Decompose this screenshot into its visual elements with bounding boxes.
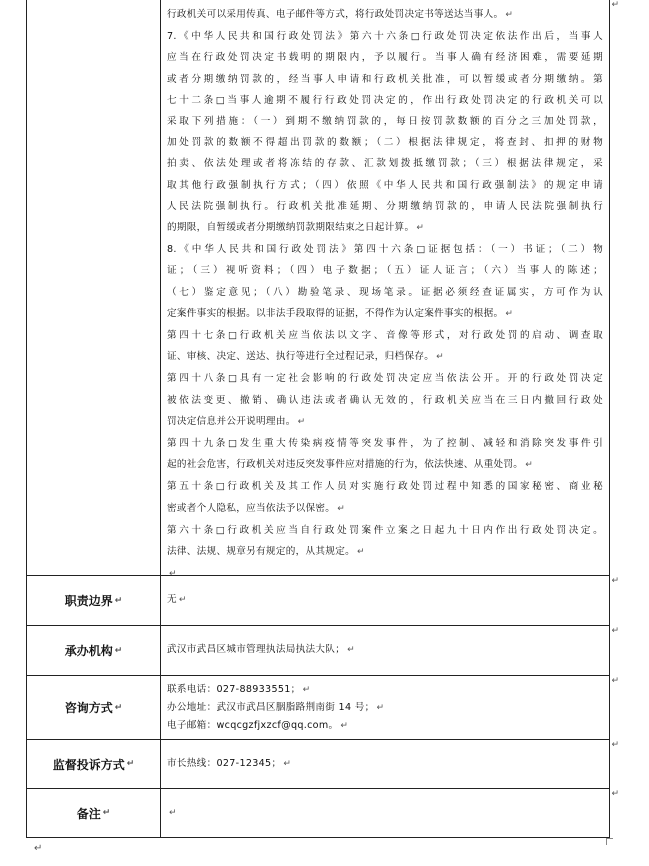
legal-basis-label-cell: [27, 0, 161, 575]
duty-boundary-row: [27, 576, 619, 626]
text-line: 定案件事实的根据。以非法手段取得的证据，不得作为认定案件事实的根据。 ↵: [167, 307, 514, 319]
remarks-value: ↵: [169, 807, 177, 818]
text-line: 第四十九条□发生重大传染病疫情等突发事件，为了控制、减轻和消除突发事件引: [167, 438, 603, 450]
paragraph-mark: ↵: [297, 416, 306, 427]
text-line: 取其他行政强制执行方式；（四）依照《中华人民共和国行政强制法》的规定申请: [167, 179, 603, 191]
handling-agency-label: 承办机构 ↵: [27, 626, 161, 675]
email-address: 电子邮箱：wcqcgzfjxzcf@qq.com。: [167, 719, 339, 731]
text-line: 或者分期缴纳罚款的，经当事人申请和行政机关批准，可以暂缓或者分期缴纳。第: [167, 73, 603, 85]
paragraph-mark: ↵: [525, 460, 534, 471]
duty-boundary-value: 无 ↵: [167, 594, 187, 606]
row-end-mark: ↵: [611, 789, 619, 799]
text-line: 密或者个人隐私，应当依法予以保密。 ↵: [167, 502, 346, 514]
text-line: 第五十条□行政机关及其工作人员对实施行政处罚过程中知悉的国家秘密、商业秘: [167, 481, 603, 493]
text-line: 罚决定信息并公开说明理由。 ↵: [167, 415, 306, 427]
row-end-mark: ↵: [611, 676, 619, 686]
duty-boundary-label: 职责边界 ↵: [27, 576, 161, 625]
row-end-mark: ↵: [611, 740, 619, 750]
legal-basis-row: [27, 0, 619, 580]
text-boundary-corner: [606, 838, 613, 845]
text-line: 的期限，自暂缓或者分期缴纳罚款期限结束之日起计算。 ↵: [167, 222, 425, 234]
row-end-mark: ↵: [611, 0, 619, 10]
text-line: 证、审核、决定、送达、执行等进行全过程记录，归档保存。 ↵: [167, 351, 444, 363]
text-line: 被依法变更、撤销、确认违法或者确认无效的，行政机关应当在三日内撤回行政处: [167, 394, 603, 406]
text-line: 加处罚款的数额不得超出罚款的数额；（二）根据法律规定，将查封、扣押的财物: [167, 137, 603, 149]
consultation-row: [27, 676, 619, 740]
office-address: 办公地址：武汉市武昌区胭脂路荆南街 14 号；: [167, 701, 375, 713]
paragraph-mark: ↵: [356, 547, 365, 558]
text-line: 第六十条□行政机关应当自行政处罚案件立案之日起九十日内作出行政处罚决定。: [167, 524, 603, 536]
supervision-label: 监督投诉方式 ↵: [27, 740, 161, 788]
supervision-row: [27, 740, 619, 789]
text-line: 采取下列措施：（一）到期不缴纳罚款的，每日按罚款数额的百分之三加处罚款，: [167, 116, 603, 128]
text-line: 起的社会危害，行政机关对违反突发事件应对措施的行为，依法快速、从重处罚。 ↵: [167, 459, 534, 471]
contact-phone: 联系电话：027-88933551；: [167, 683, 301, 695]
paragraph-mark: ↵: [436, 352, 444, 363]
text-line: 8.《中华人民共和国行政处罚法》第四十六条□证据包括：（一）书证；（二）物: [167, 244, 603, 256]
paragraph-mark: ↵: [337, 503, 346, 514]
text-line: 七十二条□当事人逾期不履行行政处罚决定的，作出行政处罚决定的行政机关可以: [167, 94, 603, 106]
text-line: 第四十八条□具有一定社会影响的行政处罚决定应当依法公开。开的行政处罚决定: [167, 373, 603, 385]
supervision-value: 市长热线：027-12345； ↵: [167, 757, 292, 769]
text-line: 行政机关可以采用传真、电子邮件等方式，将行政处罚决定书等送达当事人。 ↵: [167, 9, 514, 20]
paragraph-mark: ↵: [505, 10, 514, 20]
paragraph-mark: ↵: [416, 223, 425, 234]
consultation-label: 咨询方式 ↵: [27, 676, 161, 739]
text-line: 第四十七条□行政机关应当依法以文字、音像等形式，对行政处罚的启动、调查取: [167, 330, 603, 342]
paragraph-mark: ↵: [505, 308, 514, 319]
document-end-mark: ↵: [34, 843, 43, 854]
handling-agency-row: [27, 626, 619, 676]
text-line: 证；（三）视听资料；（四）电子数据；（五）证人证言；（六）当事人的陈述；: [167, 265, 603, 277]
legal-basis-content: [161, 0, 609, 580]
handling-agency-value: 武汉市武昌区城市管理执法局执法大队； ↵: [167, 644, 355, 656]
consultation-value: 联系电话：027-88933551； ↵ 办公地址：武汉市武昌区胭脂路荆南街 14 号； ↵ 电子邮箱：wcqcgzfjxzcf@qq.com。 ↵: [167, 683, 385, 731]
text-line: 人民法院强制执行。行政机关批准延期、分期缴纳罚款的，申请人民法院强制执行: [167, 200, 603, 212]
remarks-row: [27, 789, 619, 838]
remarks-label: 备注 ↵: [27, 789, 161, 837]
text-line: 7.《中华人民共和国行政处罚法》第六十六条□行政处罚决定依法作出后，当事人: [167, 31, 603, 43]
text-line: 拍卖、依法处理或者将冻结的存款、汇款划拨抵缴罚款；（三）根据法律规定，采: [167, 158, 603, 170]
text-line: 法律、法规、规章另有规定的，从其规定。 ↵: [167, 546, 365, 558]
text-line: （七）鉴定意见；（八）勘验笔录、现场笔录。证据必须经查证属实，方可作为认: [167, 286, 603, 298]
document-table: [26, 0, 619, 838]
paragraph-mark: ↵: [169, 569, 177, 580]
row-end-mark: ↵: [611, 626, 619, 636]
text-line: 应当在行政处罚决定书载明的期限内，予以履行。当事人确有经济困难，需要延期: [167, 52, 603, 64]
row-end-mark: ↵: [611, 576, 619, 586]
